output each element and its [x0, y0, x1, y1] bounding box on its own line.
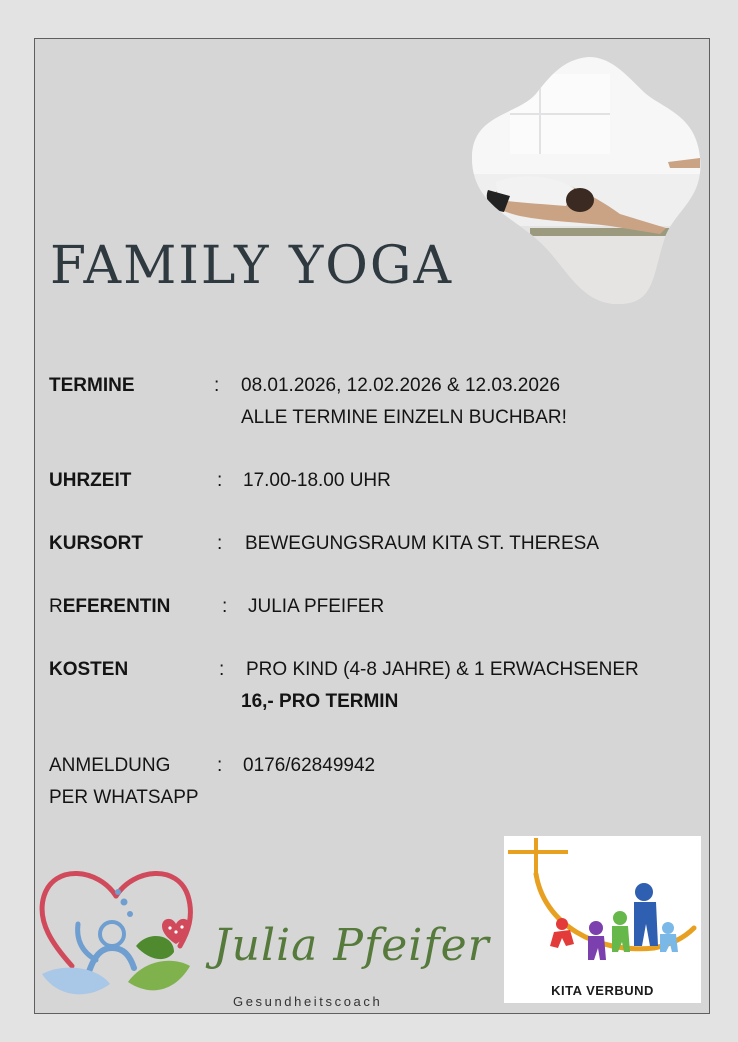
separator-colon: :	[217, 470, 223, 491]
anmeldung-phone: 0176/62849942	[243, 755, 376, 776]
page-title: FAMILY YOGA	[50, 236, 454, 296]
uhrzeit-label: UHRZEIT	[49, 470, 132, 491]
separator-colon: :	[214, 375, 220, 396]
yoga-photo	[470, 54, 702, 308]
kita-verbund-graphic	[504, 836, 701, 1003]
anmeldung-label: ANMELDUNG	[49, 755, 171, 776]
uhrzeit-value: 17.00-18.00 UHR	[243, 470, 391, 491]
anmeldung-label-line2: PER WHATSAPP	[49, 787, 199, 808]
termine-label: TERMINE	[49, 375, 135, 396]
termine-note: ALLE TERMINE EINZELN BUCHBAR!	[241, 407, 567, 428]
kursort-value: BEWEGUNGSRAUM KITA ST. THERESA	[245, 533, 600, 554]
kita-verbund-logo	[504, 836, 701, 1003]
referentin-value: JULIA PFEIFER	[248, 596, 385, 617]
kosten-value: PRO KIND (4-8 JAHRE) & 1 ERWACHSENER	[246, 659, 639, 680]
kita-verbund-text: KITA VERBUND	[551, 983, 654, 998]
kosten-price: 16,- PRO TERMIN	[241, 691, 399, 712]
separator-colon: :	[219, 659, 225, 680]
coach-name: Julia Pfeifer	[213, 920, 490, 971]
termine-dates: 08.01.2026, 12.02.2026 & 12.03.2026	[241, 375, 561, 396]
kursort-label: KURSORT	[49, 533, 143, 554]
separator-colon: :	[217, 755, 223, 776]
kosten-label: KOSTEN	[49, 659, 129, 680]
separator-colon: :	[222, 596, 228, 617]
separator-colon: :	[217, 533, 223, 554]
heart-person-leaf-logo	[36, 862, 196, 1014]
coach-title: Gesundheitscoach	[233, 994, 383, 1009]
referentin-label: REFERENTIN	[49, 596, 171, 617]
